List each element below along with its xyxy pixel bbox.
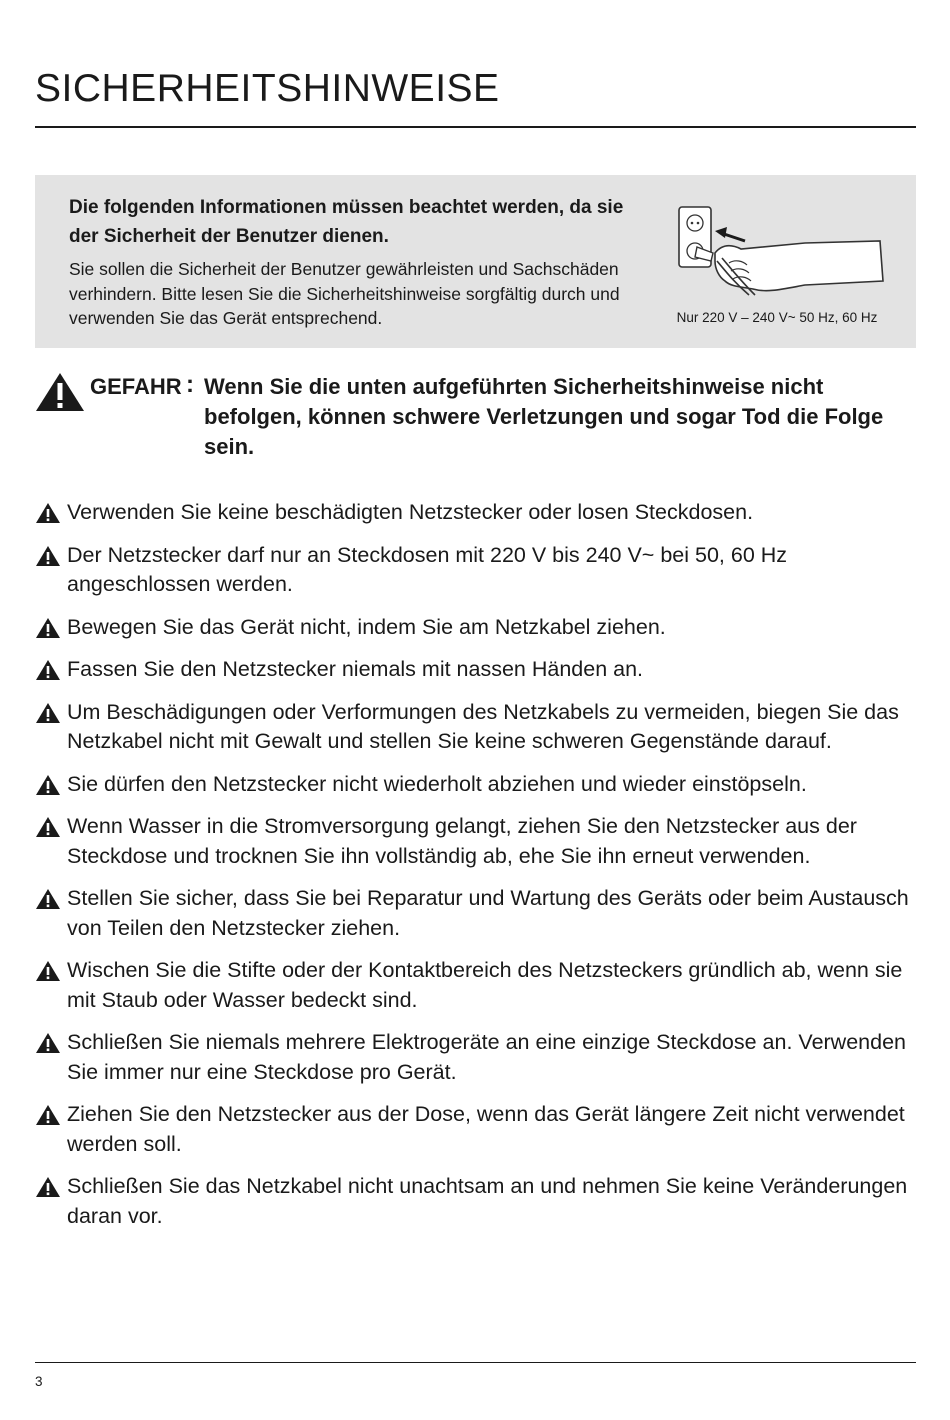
safety-hint-item [35, 1172, 925, 1231]
safety-hint-item [35, 884, 925, 943]
safety-hint-item [35, 1028, 925, 1087]
danger-text: Wenn Sie die unten aufgeführten Sicherheitshinweise nicht befolgen, können schwere Verletzungen und sogar Tod die Folge sein. [204, 374, 884, 459]
page-number: 3 [35, 1374, 43, 1389]
safety-hint-item [35, 956, 925, 1015]
safety-hint-item [35, 770, 925, 800]
safety-hint-text: Der Netzstecker darf nur an Steckdosen mit 220 V bis 240 V~ bei 50, 60 Hz angeschlossen werden. [67, 542, 788, 596]
warning-triangle-icon [35, 774, 61, 796]
safety-hint-text: Fassen Sie den Netzstecker niemals mit nassen Händen an. [67, 657, 644, 681]
safety-hint-text: Bewegen Sie das Gerät nicht, indem Sie am Netzkabel ziehen. [67, 614, 666, 639]
safety-hint-text: Verwenden Sie keine beschädigten Netzstecker oder losen Steckdosen. [67, 500, 754, 524]
safety-hint-item [35, 498, 925, 528]
power-plug-socket-icon [675, 203, 895, 301]
page-title: SICHERHEITSHINWEISE [35, 67, 500, 110]
warning-triangle-icon [35, 1104, 61, 1126]
warning-triangle-icon [35, 1176, 61, 1198]
title-divider [35, 126, 916, 128]
safety-hint-text: Schließen Sie das Netzkabel nicht unachtsam an und nehmen Sie keine Veränderungen daran vor. [67, 1174, 908, 1228]
safety-hint-text: Schließen Sie niemals mehrere Elektrogeräte an eine einzige Steckdose an. Verwenden Sie immer nur eine Steckdose pro Gerät. [67, 1030, 906, 1084]
info-heading: Die folgenden Informationen müssen beachtet werden, da sie der Sicherheit der Benutzer dienen. [69, 197, 624, 247]
safety-hint-item [35, 655, 925, 685]
safety-hint-item [35, 698, 925, 757]
warning-triangle-icon [35, 372, 85, 412]
danger-colon: : [186, 371, 194, 398]
info-body: Sie sollen die Sicherheit der Benutzer gewährleisten und Sachschäden verhindern. Bitte lesen Sie die Sicherheitshinweise sorgfältig durch und verwenden Sie das Gerät entsprechend. [69, 259, 620, 328]
warning-triangle-icon [35, 702, 61, 724]
danger-notice [35, 372, 916, 468]
safety-hint-item [35, 613, 925, 643]
safety-hint-list [35, 498, 925, 1244]
safety-hint-text: Wenn Wasser in die Stromversorgung gelangt, ziehen Sie den Netzstecker aus der Steckdose und trocknen Sie ihn vollständig ab, ehe Sie ihn erneut verwenden. [67, 814, 857, 868]
warning-triangle-icon [35, 545, 61, 567]
safety-hint-item [35, 812, 925, 871]
safety-hint-text: Ziehen Sie den Netzstecker aus der Dose, wenn das Gerät längere Zeit nicht verwendet werden soll. [67, 1102, 905, 1156]
warning-triangle-icon [35, 888, 61, 910]
safety-hint-text: Wischen Sie die Stifte oder der Kontaktbereich des Netzsteckers gründlich ab, wenn sie mit Staub oder Wasser bedeckt sind. [67, 958, 903, 1012]
warning-triangle-icon [35, 960, 61, 982]
warning-triangle-icon [35, 816, 61, 838]
warning-triangle-icon [35, 659, 61, 681]
danger-label: GEFAHR [90, 374, 182, 399]
info-box [35, 175, 916, 348]
safety-hint-item [35, 1100, 925, 1159]
footer-divider [35, 1362, 916, 1363]
safety-hint-text: Sie dürfen den Netzstecker nicht wiederholt abziehen und wieder einstöpseln. [67, 771, 807, 796]
warning-triangle-icon [35, 1032, 61, 1054]
warning-triangle-icon [35, 617, 61, 639]
safety-hint-text: Stellen Sie sicher, dass Sie bei Reparatur und Wartung des Geräts oder beim Austausch von Teilen den Netzstecker ziehen. [67, 886, 909, 940]
warning-triangle-icon [35, 502, 61, 524]
plug-caption: Nur 220 V – 240 V~ 50 Hz, 60 Hz [676, 310, 878, 325]
safety-hint-item [35, 541, 925, 600]
safety-hint-text: Um Beschädigungen oder Verformungen des Netzkabels zu vermeiden, biegen Sie das Netzkabel nicht mit Gewalt und stellen Sie keine schweren Gegenstände darauf. [67, 699, 899, 753]
